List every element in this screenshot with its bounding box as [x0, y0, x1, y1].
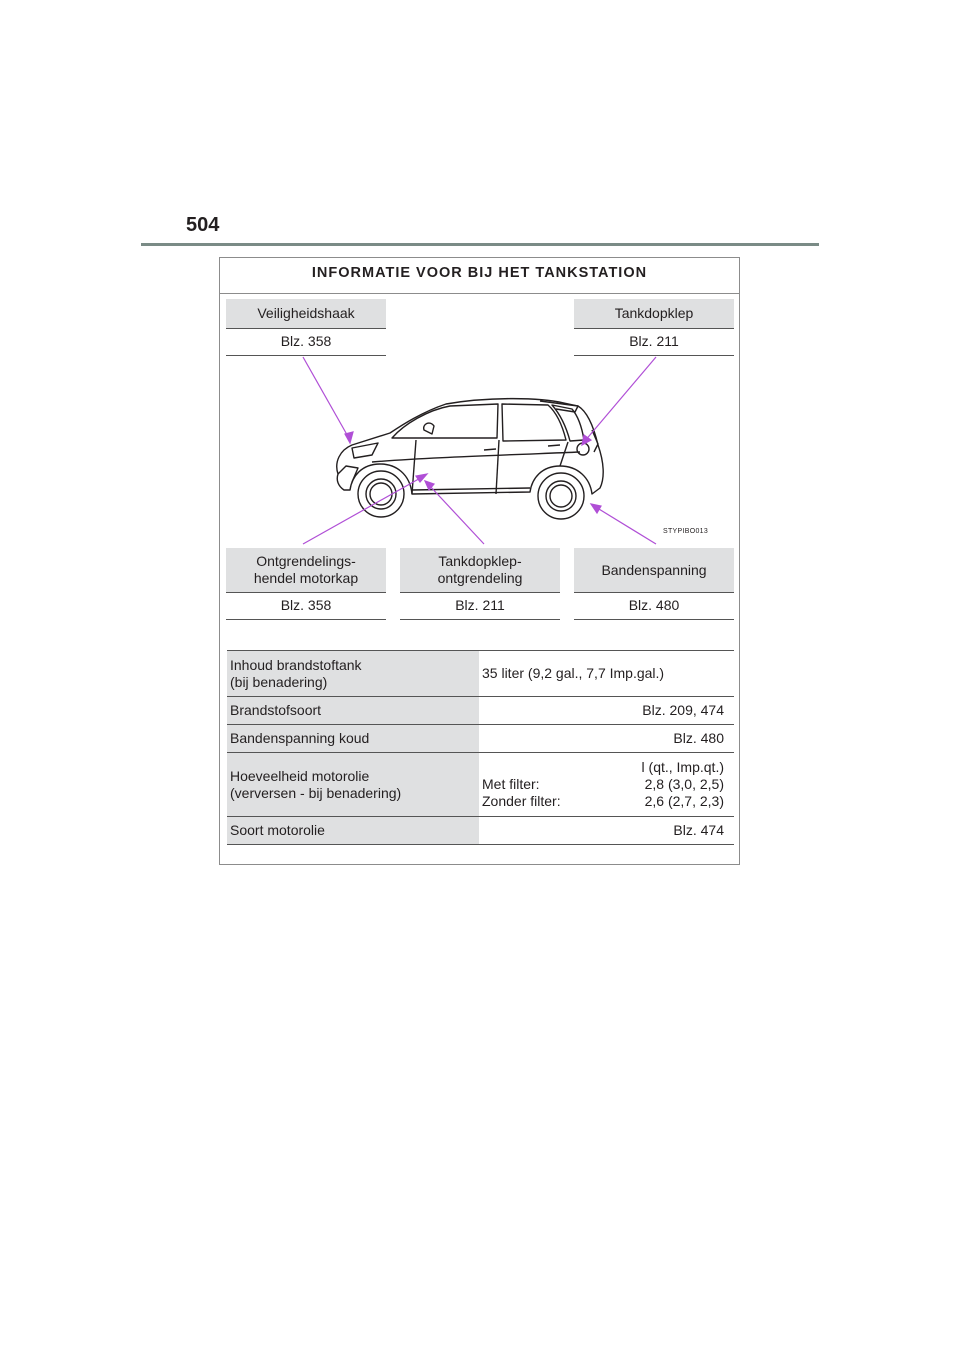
leader-lines: [303, 357, 656, 544]
figure-code: STYPIBO013: [663, 528, 709, 535]
row-label: [227, 753, 479, 817]
callout-safety-hook: [226, 299, 386, 356]
without-filter-label: Zonder filter:: [482, 793, 561, 809]
page-number: 504: [186, 214, 220, 236]
row-label: Soort motorolie: [227, 817, 479, 845]
oil-unit: l (qt., Imp.qt.): [641, 759, 724, 775]
section-title: INFORMATIE VOOR BIJ HET TANKSTATION: [220, 258, 739, 294]
table-row: [227, 817, 734, 845]
callout-label-line1: Tankdopklep-: [438, 553, 522, 569]
callout-page-ref: Blz. 358: [226, 329, 386, 356]
label-line2: (bij benadering): [230, 673, 328, 690]
without-filter-value: 2,6 (2,7, 2,3): [644, 793, 724, 809]
callout-page-ref: Blz. 480: [574, 593, 734, 620]
label-line1: Inhoud brandstoftank: [230, 656, 362, 673]
label-line1: Hoeveelheid motorolie: [230, 767, 370, 784]
row-value: Blz. 474: [479, 817, 734, 845]
callout-label: Tankdopklep: [574, 299, 734, 329]
table-row: [227, 651, 734, 697]
row-value: Blz. 480: [479, 725, 734, 753]
label-line2: (verversen - bij benadering): [230, 784, 402, 801]
callout-page-ref: Blz. 358: [226, 593, 386, 620]
row-value: Blz. 209, 474: [479, 697, 734, 725]
callout-label-line1: Ontgrendelings-: [256, 553, 356, 569]
with-filter-value: 2,8 (3,0, 2,5): [644, 776, 724, 792]
callout-page-ref: Blz. 211: [574, 329, 734, 356]
callout-label-line2: ontgrendeling: [437, 570, 523, 586]
table-row: [227, 753, 734, 817]
callout-hood-release: [226, 548, 386, 620]
callout-fuel-door-release: [400, 548, 560, 620]
table-row: [227, 725, 734, 753]
row-value: 35 liter (9,2 gal., 7,7 Imp.gal.): [479, 651, 734, 697]
callout-label-line2: hendel motorkap: [253, 570, 359, 586]
oil-capacity-grid: [482, 759, 724, 810]
row-value: [479, 753, 734, 817]
with-filter-label: Met filter:: [482, 776, 540, 792]
callout-tire-pressure: [574, 548, 734, 620]
row-label: Brandstofsoort: [227, 697, 479, 725]
callout-label: Veiligheidshaak: [226, 299, 386, 329]
row-label: [227, 651, 479, 697]
callout-label: Bandenspanning: [574, 548, 734, 593]
row-label: Bandenspanning koud: [227, 725, 479, 753]
car-body: [337, 399, 603, 519]
spec-table: [227, 650, 734, 845]
table-row: [227, 697, 734, 725]
callout-fuel-door: [574, 299, 734, 356]
callout-page-ref: Blz. 211: [400, 593, 560, 620]
